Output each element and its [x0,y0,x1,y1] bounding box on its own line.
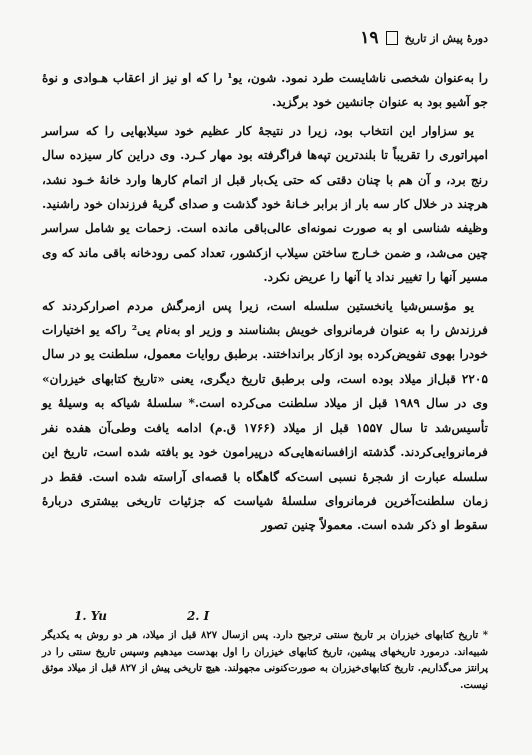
running-header [360,28,488,48]
footnote-ref-1: 1. Yu [74,609,107,623]
paragraph-2: یو سزاوار این انتخاب بود، زیرا در نتیجهٔ کار عظیم خود سیلابهایی را که سراسر امپراتوری را تقریباً تا بلندترین تپه‌ها فراگرفته بود مهار کـرد. وی دراین کار سیزده سال رنج برد، و آن هم با چنان دقتی که حتی یک‌بار قبل از اتمام کارها وارد خانهٔ خـود نشد، هرچند در خلال کار سه بار از برابر خـانهٔ خود گذشت و صدای گریهٔ فرزندان خود راشنید. وظیفه شناسی او به صورت نمونه‌ای عالی‌باقی مانده است. زحمات یو شامل سراسر چین می‌شد، و ضمن خـارج ساختن سیلاب ازکشور، تعداد کمی رودخانه باقی ماند که وی مسیر آنها را تغییر نداد یا آنها را عریض نکرد. [42,123,488,285]
paragraph-3: یو مؤسس‌شیا یانخستین سلسله است، زیرا پس ازمرگش مردم اصرارکردند که فرزندش را به عنوان فرمانروای خویش بشناسند و وزیر او به‌نام یی² راکه یو اختیارات خودرا بهوی تفویض‌کرده بود ازکار برانداختند. برطبق روایات معمول، سلطنت یو در سال ۲۲۰۵ قبل‌از میلاد بوده است، ولی برطبق تاریخ دیگری، یعنی «تاریخ کتابهای خیزران» وی در سال ۱۹۸۹ قبل از میلاد سلطنت می‌کرده است.* سلسلهٔ شیاکه به وسیلهٔ یو تأسیس‌شد تا سال ۱۵۵۷ قبل از میلاد (۱۷۶۶ ق.م) ادامه یافت وطی‌آن هفده نفر فرمانروایی‌کردند. گذشته ازافسانه‌هایی‌که درپیرامون خود یو بافته شده است، تاریخ این سلسله عبارت از شجرهٔ نسبی است‌که گاهگاه با قصه‌ای آراسته شده است. فقط در زمان سلطنت‌آخرین فرمانروای سلسلهٔ شیاست که جزئیات تاریخی بیشتری دربارهٔ سقوط او ذکر شده است. معمولاً چنین تصور [42,298,489,533]
footnote-references [74,609,274,623]
square-ornament-icon [386,31,398,45]
header-title: دورهٔ پیش از تاریخ [404,31,488,45]
page-number: ١٩ [360,28,379,48]
footnote [42,628,488,694]
footnote-ref-2: 2. I [186,609,210,623]
footnote-text: * تاریخ کتابهای خیزران بر تاریخ سنتی ترجیح دارد. پس ازسال ۸۲۷ قبل از میلاد، هر دو روش به یکدیگر شبیه‌اند. درمورد تاریخهای پیشین، تاریخ کتابهای خیزران را اول بهدست میدهیم وسپس تاریخ سنتی را در پرانتز می‌گذاریم. تاریخ کتابهای‌خیزران به صورت‌کنونی مجهولند. هیچ تاریخی پیش از ۸۲۷ قبل از میلاد موثق نیست. [42,630,489,691]
body-text [42,66,488,538]
paragraph-1: را به‌عنوان شخصی ناشایست طرد نمود. شون، یو¹ را که او نیز از اعقاب هـوادی و نوهٔ جو آشیو بود به عنوان جانشین خود برگزید. [42,71,489,110]
